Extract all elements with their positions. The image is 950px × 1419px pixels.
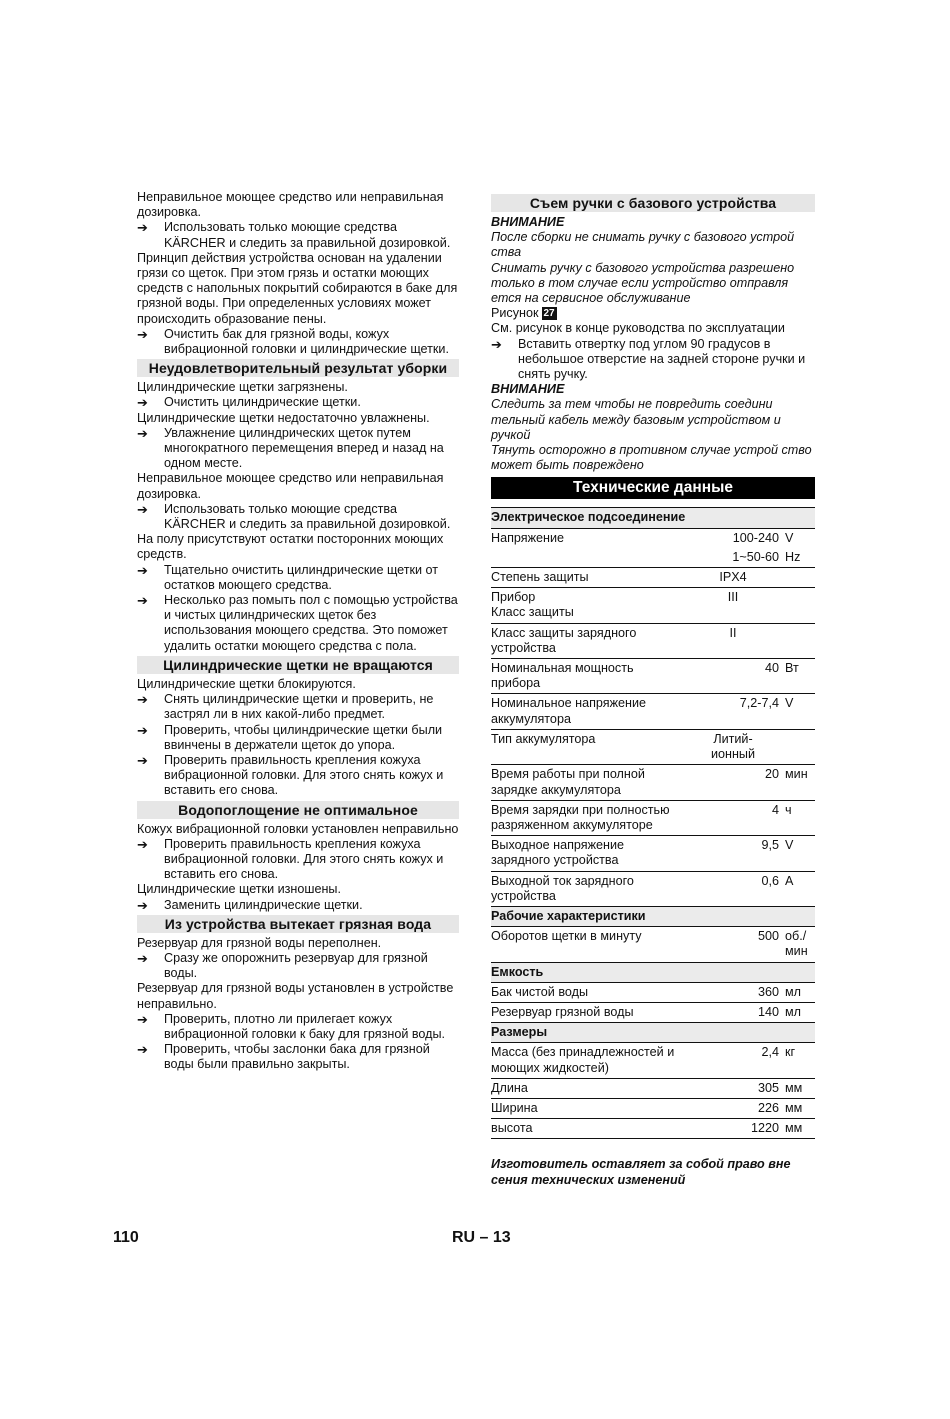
param-label: Длина <box>491 1078 683 1098</box>
instruction-text: Очистить цилиндрические щетки. <box>164 395 361 410</box>
empty-cell <box>783 729 815 764</box>
table-row <box>491 729 815 764</box>
paragraph: Неправильное моющее средство или неправильная дозировка. <box>137 471 444 501</box>
instruction-text: Проверить правильность крепления кожуха вибрационной головки. Для этого снять кожух и вставить его снова. <box>164 752 444 798</box>
param-value: IPX4 <box>683 568 783 588</box>
section-heading: Неудовлетворительный результат уборки <box>137 359 459 377</box>
arrow-right-icon: ➔ <box>137 501 148 517</box>
section-heading: Цилиндрические щетки не вращаются <box>137 656 459 674</box>
instruction-text: Проверить, чтобы заслонки бака для грязной воды были правильно закрыты. <box>164 1042 430 1072</box>
paragraph: Резервуар для грязной воды переполнен. <box>137 935 382 950</box>
param-label: Ширина <box>491 1098 683 1118</box>
warning-title: ВНИМАНИЕ <box>491 215 565 229</box>
table-row <box>491 1119 815 1139</box>
section-heading: Из устройства вытекает грязная вода <box>137 915 459 933</box>
paragraph: Принцип действия устройства основан на удалении грязи со щеток. При этом грязь и остатки моющих средств с напольных покрытий собираются в баке для грязной воды. При определенных условиях может происходить образование пены. <box>137 250 458 326</box>
figure-ref <box>491 306 815 321</box>
instruction-item <box>137 593 459 654</box>
right-column <box>491 192 815 1188</box>
arrow-right-icon: ➔ <box>137 950 148 966</box>
param-value: 0,6 <box>683 871 783 906</box>
param-label: Номинальное напряжение аккумулятора <box>491 694 683 729</box>
instruction-text: Использовать только моющие средства KÄRCHER и следить за правильной дозировкой. <box>164 501 451 532</box>
param-unit: V <box>783 528 815 548</box>
param-label: Степень защиты <box>491 568 683 588</box>
warning-text: Следить за тем чтобы не повредить соедини тельный кабель между базовым устройством и ручкой <box>491 397 781 442</box>
table-row <box>491 927 815 962</box>
table-section-row <box>491 962 815 982</box>
section-heading: Водопоглощение не оптимальное <box>137 801 459 819</box>
param-value: 40 <box>683 659 783 694</box>
param-unit: V <box>783 694 815 729</box>
param-label <box>491 548 683 568</box>
arrow-right-icon: ➔ <box>137 836 148 852</box>
instruction-text: Тщательно очистить цилиндрические щетки от остатков моющего средства. <box>164 562 439 592</box>
param-label: Оборотов щетки в минуту <box>491 927 683 962</box>
param-unit: мин <box>783 765 815 800</box>
warning-title: ВНИМАНИЕ <box>491 382 565 397</box>
instruction-text: Проверить правильность крепления кожуха вибрационной головки. Для этого снять кожух и вставить его снова. <box>164 836 444 882</box>
instruction-item <box>137 837 459 883</box>
step-text: Вставить отвертку под углом 90 градусов в небольшое отверстие на задней стороне ручки и снять ручку. <box>518 336 806 382</box>
table-row <box>491 800 815 835</box>
table-row <box>491 659 815 694</box>
section-label: Размеры <box>491 1023 815 1043</box>
table-row <box>491 1043 815 1078</box>
param-value: 1~50-60 <box>732 549 779 564</box>
table-row <box>491 623 815 658</box>
paragraph: Цилиндрические щетки изношены. <box>137 882 341 897</box>
param-label: Тип аккумулятора <box>491 729 683 764</box>
instruction-item <box>137 220 459 250</box>
arrow-right-icon: ➔ <box>137 1042 148 1058</box>
param-unit: мл <box>783 1002 815 1022</box>
param-unit: ч <box>783 800 815 835</box>
page-reference: RU – 13 <box>452 1229 511 1246</box>
arrow-right-icon: ➔ <box>137 1011 148 1027</box>
param-value: 140 <box>683 1002 783 1022</box>
table-row <box>491 982 815 1002</box>
instruction-text: Проверить, чтобы цилиндрические щетки были ввинчены в держатели щеток до упора. <box>164 722 443 752</box>
table-row <box>491 765 815 800</box>
param-value: 100-240 <box>683 528 783 548</box>
arrow-right-icon: ➔ <box>137 593 148 609</box>
param-label: Прибор Класс защиты <box>491 588 683 623</box>
table-row <box>491 588 815 623</box>
param-value: 7,2-7,4 <box>683 694 783 729</box>
param-value: 1220 <box>683 1119 783 1139</box>
param-unit: Hz <box>785 549 801 564</box>
param-unit: мм <box>783 1119 815 1139</box>
instruction-item <box>137 723 459 753</box>
manufacturer-note: Изготовитель оставляет за собой право вне сения технических изменений <box>491 1157 791 1187</box>
instruction-text: Увлажнение цилиндрических щеток путем многократного перемещения вперед и назад на одном месте. <box>164 425 444 471</box>
param-value: 226 <box>683 1098 783 1118</box>
param-unit: V <box>783 836 815 871</box>
figure-number-badge: 27 <box>543 308 555 320</box>
removal-heading: Съем ручки с базового устройства <box>491 194 815 212</box>
paragraph: Цилиндрические щетки блокируются. <box>137 676 356 691</box>
tech-data-table <box>491 507 815 1139</box>
table-row <box>491 836 815 871</box>
param-label: Масса (без принадлежностей и моющих жидкостей) <box>491 1043 683 1078</box>
param-unit: об./мин <box>783 927 815 962</box>
param-label: Напряжение <box>491 528 683 548</box>
instruction-item <box>137 692 459 722</box>
param-label: Время зарядки при полностью разряженном аккумуляторе <box>491 800 683 835</box>
instruction-text: Заменить цилиндрические щетки. <box>164 897 363 912</box>
empty-cell <box>783 623 815 658</box>
arrow-right-icon: ➔ <box>137 425 148 441</box>
arrow-right-icon: ➔ <box>137 220 148 236</box>
empty-cell <box>783 568 815 588</box>
step-item <box>491 337 815 383</box>
param-value: II <box>683 623 783 658</box>
param-label: Резервуар грязной воды <box>491 1002 683 1022</box>
table-row <box>491 1002 815 1022</box>
paragraph: Цилиндрические щетки недостаточно увлажнены. <box>137 410 430 425</box>
param-unit: Вт <box>783 659 815 694</box>
instruction-text: Снять цилиндрические щетки и проверить, не застрял ли в них какой-либо предмет. <box>164 692 434 722</box>
param-value: 20 <box>683 765 783 800</box>
table-section-row <box>491 906 815 926</box>
see-figure-text: См. рисунок в конце руководства по эксплуатации <box>491 321 785 336</box>
page-number: 110 <box>113 1229 139 1246</box>
instruction-text: Использовать только моющие средства KÄRCHER и следить за правильной дозировкой. <box>164 220 451 250</box>
instruction-item <box>137 898 459 913</box>
paragraph: Цилиндрические щетки загрязнены. <box>137 380 348 395</box>
instruction-text: Сразу же опорожнить резервуар для грязной воды. <box>164 950 428 981</box>
paragraph: Неправильное моющее средство или неправильная дозировка. <box>137 190 444 220</box>
instruction-item <box>137 395 459 410</box>
instruction-text: Проверить, плотно ли прилегает кожух вибрационной головки к баку для грязной воды. <box>164 1011 446 1041</box>
param-label: Выходное напряжение зарядного устройства <box>491 836 683 871</box>
section-label: Емкость <box>491 962 815 982</box>
param-value: 305 <box>683 1078 783 1098</box>
arrow-right-icon: ➔ <box>137 752 148 768</box>
param-value: Литий- ионный <box>683 729 783 764</box>
param-label: Номинальная мощность прибора <box>491 659 683 694</box>
table-row <box>491 694 815 729</box>
tech-data-title: Технические данные <box>491 477 815 499</box>
warning-text: Снимать ручку с базового устройства разрешено только в том случае если устройство отправля ется на сервисное обслуживание <box>491 260 795 306</box>
section-label: Рабочие характеристики <box>491 906 815 926</box>
table-row <box>491 568 815 588</box>
arrow-right-icon: ➔ <box>491 336 502 352</box>
param-unit: A <box>783 871 815 906</box>
warning-text: Тянуть осторожно в противном случае устрой ство может быть повреждено <box>491 443 812 473</box>
param-unit: мл <box>783 982 815 1002</box>
instruction-item <box>137 1042 459 1072</box>
table-row <box>491 1098 815 1118</box>
instruction-item <box>137 563 459 593</box>
arrow-right-icon: ➔ <box>137 692 148 708</box>
instruction-item <box>137 753 459 799</box>
instruction-item <box>137 502 459 532</box>
param-value: III <box>683 588 783 623</box>
arrow-right-icon: ➔ <box>137 326 148 342</box>
arrow-right-icon: ➔ <box>137 395 148 411</box>
instruction-text: Несколько раз помыть пол с помощью устройства и чистых цилиндрических щеток без использования моющего средства. Это поможет удалить остатки моющего средства с пола. <box>164 593 458 653</box>
figure-label: Рисунок <box>491 306 539 321</box>
param-unit: мм <box>783 1098 815 1118</box>
param-unit: кг <box>783 1043 815 1078</box>
table-row <box>491 528 815 548</box>
table-row <box>491 871 815 906</box>
param-value: 500 <box>683 927 783 962</box>
param-value: 360 <box>683 982 783 1002</box>
arrow-right-icon: ➔ <box>137 562 148 578</box>
warning-text: После сборки не снимать ручку с базового устрой ства <box>491 230 795 260</box>
table-section-row <box>491 508 815 528</box>
paragraph: Резервуар для грязной воды установлен в устройстве неправильно. <box>137 981 454 1011</box>
param-value: 4 <box>683 800 783 835</box>
param-label: Бак чистой воды <box>491 982 683 1002</box>
instruction-item <box>137 327 459 357</box>
left-column <box>137 190 459 1073</box>
param-value: 9,5 <box>683 836 783 871</box>
table-section-row <box>491 1023 815 1043</box>
paragraph: На полу присутствуют остатки посторонних моющих средств. <box>137 532 444 562</box>
instruction-item <box>137 1012 459 1042</box>
param-label: Время работы при полной зарядке аккумулятора <box>491 765 683 800</box>
table-row <box>491 1078 815 1098</box>
instruction-item <box>137 951 459 981</box>
paragraph: Кожух вибрационной головки установлен неправильно <box>137 821 459 836</box>
arrow-right-icon: ➔ <box>137 897 148 913</box>
param-unit: мм <box>783 1078 815 1098</box>
section-label: Электрическое подсоединение <box>491 508 815 528</box>
instruction-item <box>137 426 459 472</box>
instruction-text: Очистить бак для грязной воды, кожух вибрационной головки и цилиндрические щетки. <box>164 326 449 357</box>
param-label: высота <box>491 1119 683 1139</box>
empty-cell <box>783 588 815 623</box>
arrow-right-icon: ➔ <box>137 722 148 738</box>
param-label: Класс защиты зарядного устройства <box>491 623 683 658</box>
param-label: Выходной ток зарядного устройства <box>491 871 683 906</box>
table-row <box>491 548 815 568</box>
param-value: 2,4 <box>683 1043 783 1078</box>
